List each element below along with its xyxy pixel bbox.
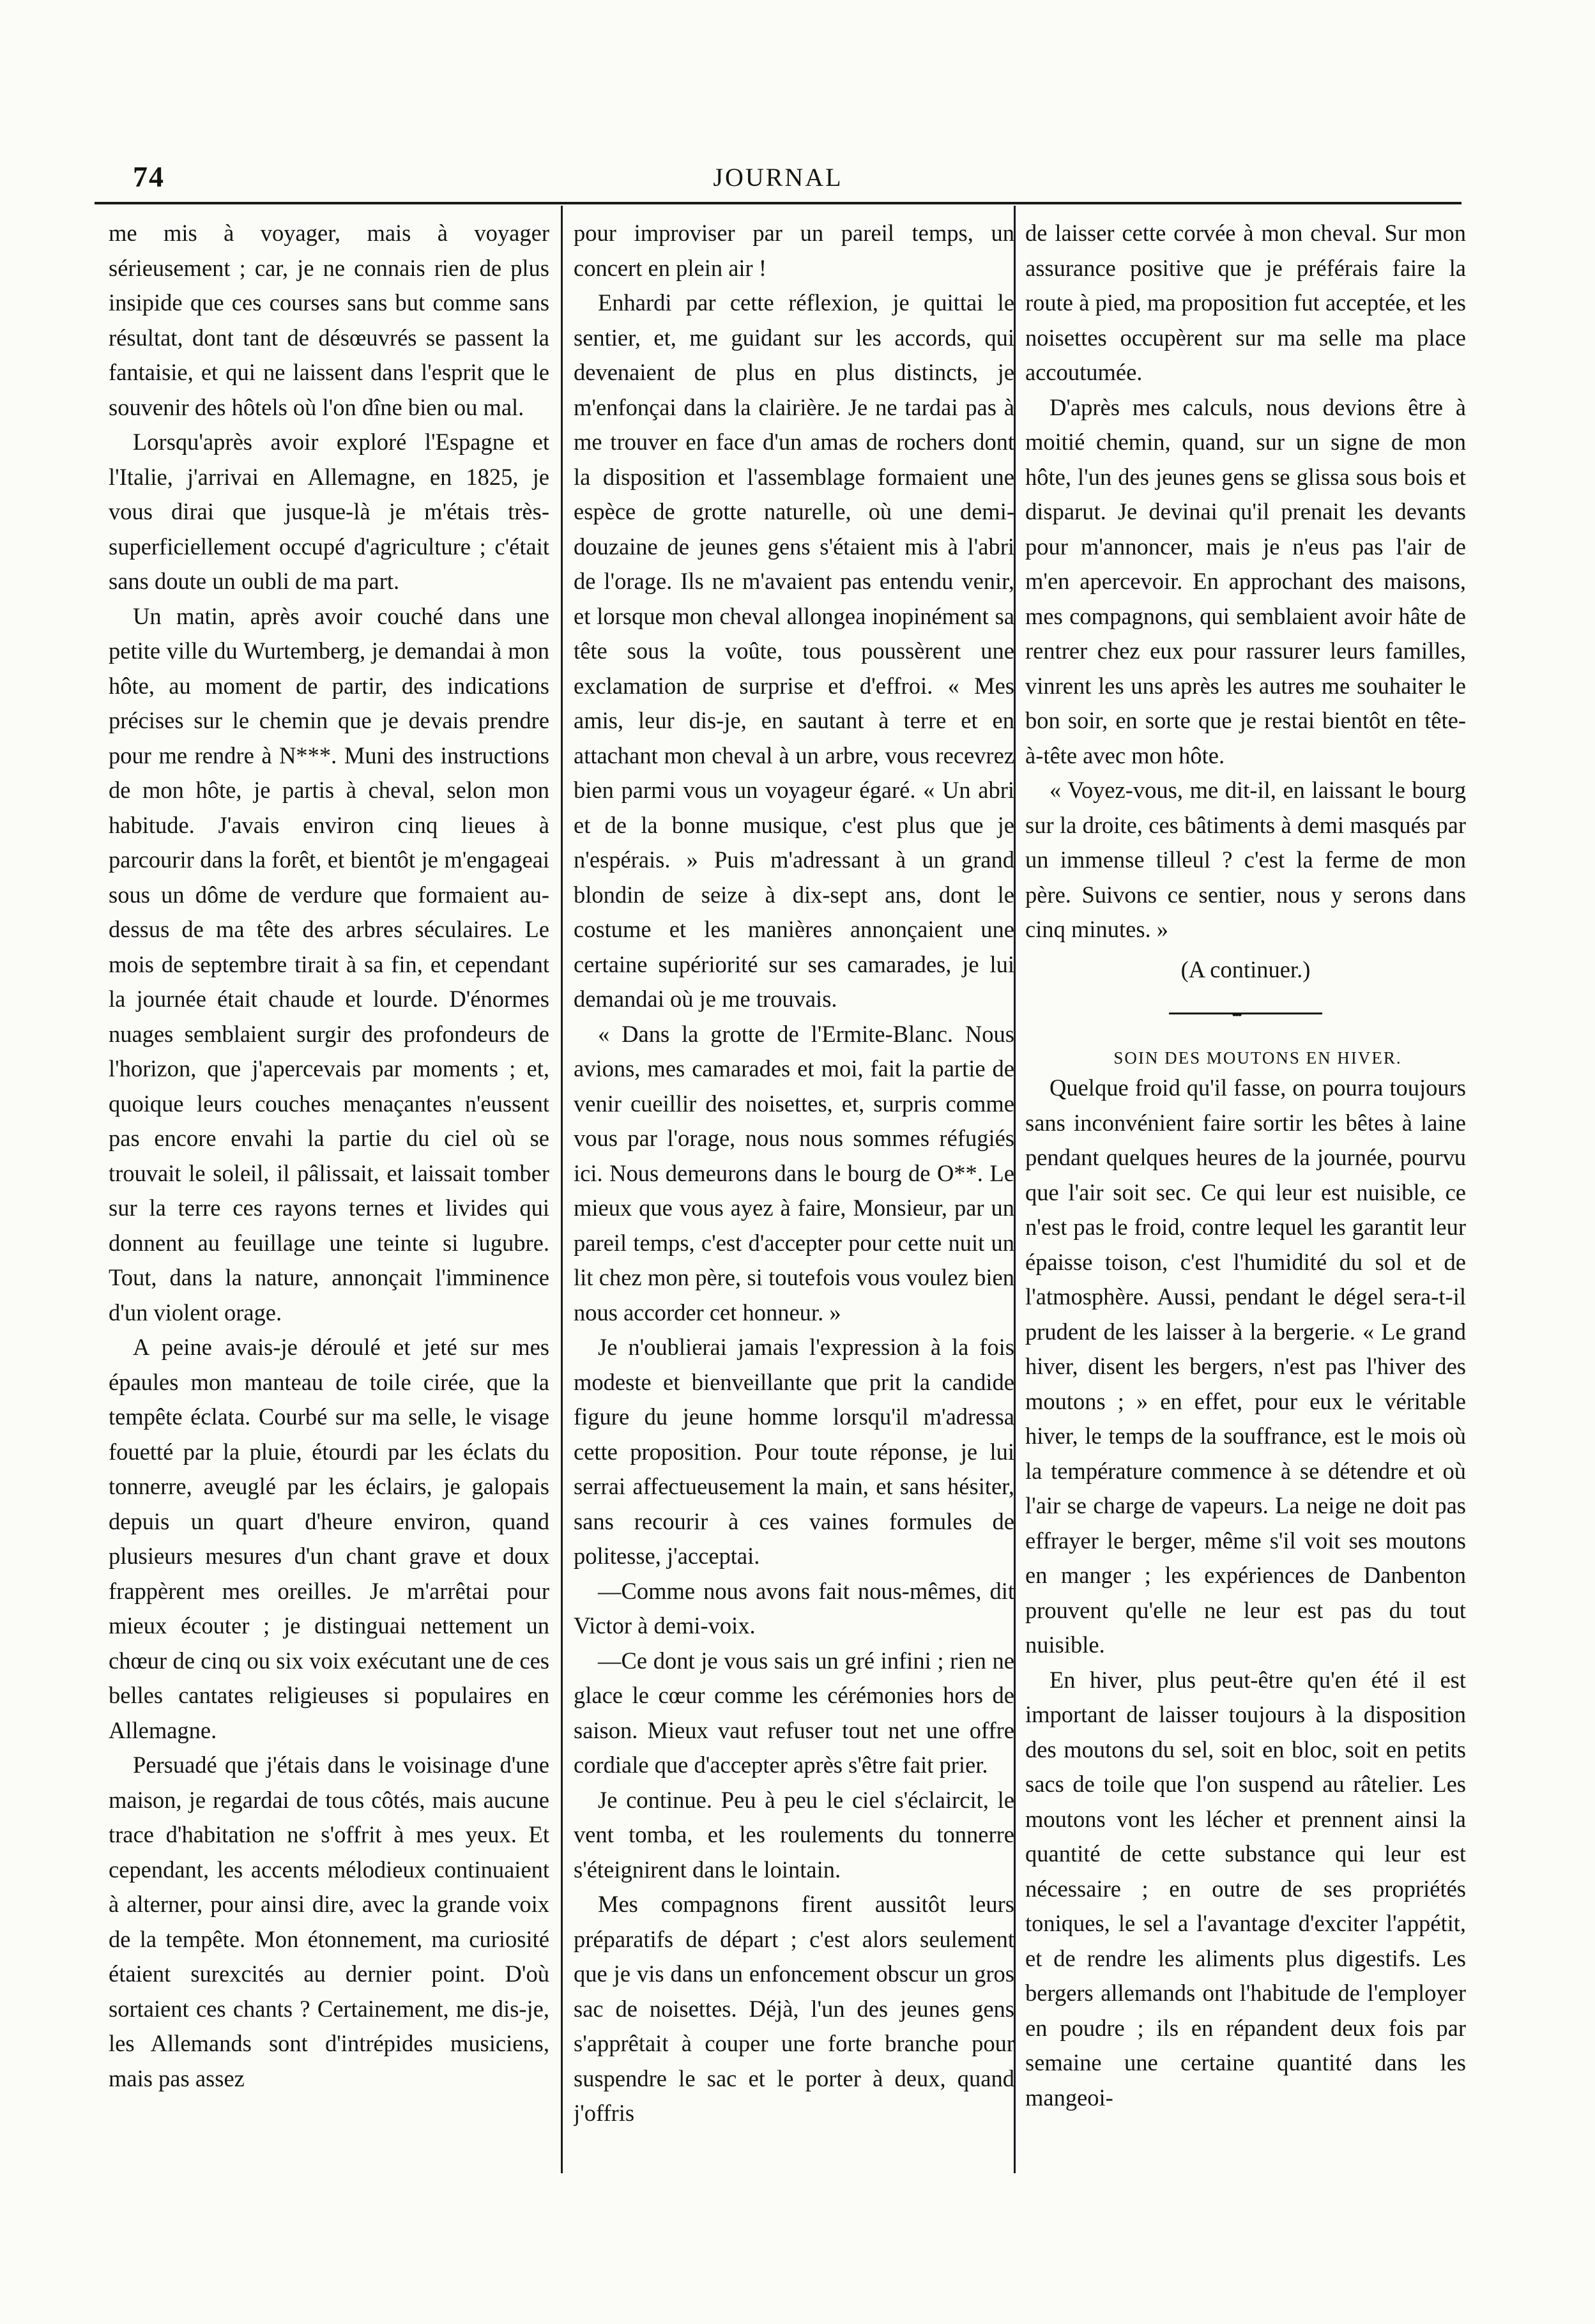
paragraph: Mes compagnons firent aussitôt leurs préparatifs de départ ; c'est alors seulement que je vis dans un enfoncement obscur un gros sac de noisettes. Déjà, l'un des jeunes gens s'apprêtait à couper une forte branche pour suspendre le sac et le porter à deux, quand j'offris: [574, 1891, 1014, 2126]
column-1: [109, 216, 549, 2183]
header-rule: [95, 202, 1461, 204]
section-title: SOIN DES MOUTONS EN HIVER.: [1113, 1048, 1402, 1067]
paragraph: Lorsqu'après avoir exploré l'Espagne et l'Italie, j'arrivai en Allemagne, en 1825, je vous dirai que jusque-là je m'étais très-superficiellement occupé d'agriculture ; c'était sans doute un oubli de ma part.: [109, 429, 549, 594]
paragraph: Je continue. Peu à peu le ciel s'éclaircit, le vent tomba, et les roulements du tonnerre s'éteignirent dans le lointain.: [574, 1786, 1014, 1883]
paragraph: Un matin, après avoir couché dans une petite ville du Wurtemberg, je demandai à mon hôte, au moment de partir, des indications précises sur le chemin que je devais prendre pour me rendre à N***. Muni des instructions de mon hôte, je partis à cheval, selon mon habitude. J'avais environ cinq lieues à parcourir dans la forêt, et bientôt je m'engageai sous un dôme de verdure que formaient au-dessus de ma tête des arbres séculaires. Le mois de septembre tirait à sa fin, et cependant la journée était chaude et lourde. D'énormes nuages semblaient surgir des profondeurs de l'horizon, que j'apercevais par moments ; et, quoique leurs couches menaçantes n'eussent pas encore envahi la partie du ciel où se trouvait le soleil, il pâlissait, et laissait tomber sur la terre ces rayons ternes et livides qui donnent au feuillage une teinte si lugubre. Tout, dans la nature, annonçait l'imminence d'un violent orage.: [109, 602, 549, 1326]
page-header: [95, 157, 1461, 195]
paragraph: Persuadé que j'étais dans le voisinage d'une maison, je regardai de tous côtés, mais aucune trace d'habitation ne s'offrit à mes yeux. Et cependant, les accents mélodieux continuaient à alterner, pour ainsi dire, avec la grande voix de la tempête. Mon étonnement, ma curiosité étaient surexcités au dernier point. D'où sortaient ces chants ? Certainement, me dis-je, les Allemands sont d'intrépides musiciens, mais pas assez: [109, 1752, 549, 2091]
paragraph: « Voyez-vous, me dit-il, en laissant le bourg sur la droite, ces bâtiments à demi masqués par un immense tilleul ? c'est la ferme de mon père. Suivons ce sentier, nous y serons dans cinq minutes. »: [1025, 777, 1466, 942]
paragraph: de laisser cette corvée à mon cheval. Sur mon assurance positive que je préférais faire la route à pied, ma proposition fut acceptée, et les noisettes occupèrent sur ma selle ma place accoutumée.: [1025, 220, 1466, 385]
paragraph: —Ce dont je vous sais un gré infini ; rien ne glace le cœur comme les cérémonies hors de saison. Mieux vaut refuser tout net une offre cordiale que d'accepter après s'être fait prier.: [574, 1647, 1014, 1778]
paragraph: A peine avais-je déroulé et jeté sur mes épaules mon manteau de toile cirée, que la tempête éclata. Courbé sur ma selle, le visage fouetté par la pluie, étourdi par les éclats du tonnerre, aveuglé par les éclairs, je galopais depuis un quart d'heure environ, quand plusieurs mesures d'un chant grave et doux frappèrent mes oreilles. Je m'arrêtai pour mieux écouter ; je distinguai nettement un chœur de cinq ou six voix exécutant une de ces belles cantates religieuses si populaires en Allemagne.: [109, 1334, 549, 1743]
column-2: [574, 216, 1014, 2183]
column-3: [1025, 216, 1466, 2183]
paragraph: En hiver, plus peut-être qu'en été il est important de laisser toujours à la disposition des moutons du sel, soit en bloc, soit en petits sacs de toile que l'on suspend au râtelier. Les moutons vont les lécher et prennent ainsi la quantité de cette substance qui leur est nécessaire ; en outre de ses propriétés toniques, le sel a l'avantage d'exciter l'appétit, et de rendre les aliments plus digestifs. Les bergers allemands ont l'habitude de l'employer en poudre ; ils en répandent deux fois par semaine une certaine quantité dans les mangeoi-: [1025, 1666, 1466, 2111]
paragraph: me mis à voyager, mais à voyager sérieusement ; car, je ne connais rien de plus insipide que ces courses sans but comme sans résultat, dont tant de désœuvrés se passent la fantaisie, et qui ne laissent dans l'esprit que le souvenir des hôtels où l'on dîne bien ou mal.: [109, 220, 549, 420]
column-divider-1: [561, 206, 563, 2173]
paragraph: Je n'oublierai jamais l'expression à la fois modeste et bienveillante que prit la candide figure du jeune homme lorsqu'il m'adressa cette proposition. Pour toute réponse, je lui serrai affectueusement la main, et sans hésiter, sans recourir à ces vaines formules de politesse, j'acceptai.: [574, 1334, 1014, 1569]
ornament-divider: [1169, 1013, 1322, 1014]
continuation-note: (A continuer.): [1180, 956, 1311, 982]
paragraph: Quelque froid qu'il fasse, on pourra toujours sans inconvénient faire sortir les bêtes à laine pendant quelques heures de la journée, pourvu que l'air soit sec. Ce qui leur est nuisible, ce n'est pas le froid, contre lequel les garantit leur épaisse toison, c'est l'humidité du sol et de l'atmosphère. Aussi, pendant le dégel sera-t-il prudent de les laisser à la bergerie. « Le grand hiver, disent les bergers, n'est pas l'hiver des moutons ; » en effet, pour eux le véritable hiver, le temps de la souffrance, est le mois où la température commence à se détendre et où l'air se charge de vapeurs. La neige ne doit pas effrayer le berger, même s'il voit ses moutons en manger ; les expériences de Danbenton prouvent qu'elle ne leur est pas du tout nuisible.: [1025, 1074, 1466, 1658]
paragraph: « Dans la grotte de l'Ermite-Blanc. Nous avions, mes camarades et moi, fait la partie de venir cueillir des noisettes, et, surpris comme vous par l'orage, nous nous sommes réfugiés ici. Nous demeurons dans le bourg de O**. Le mieux que vous ayez à faire, Monsieur, par un pareil temps, c'est d'accepter pour cette nuit un lit chez mon père, si toutefois vous voulez bien nous accorder cet honneur. »: [574, 1020, 1014, 1326]
page-number: 74: [133, 160, 165, 193]
paragraph: —Comme nous avons fait nous-mêmes, dit Victor à demi-voix.: [574, 1577, 1014, 1639]
running-title: JOURNAL: [713, 163, 843, 192]
paragraph: pour improviser par un pareil temps, un concert en plein air !: [574, 220, 1014, 281]
paragraph: Enhardi par cette réflexion, je quittai le sentier, et, me guidant sur les accords, qui devenaient de plus en plus distincts, je m'enfonçai dans la clairière. Je ne tardai pas à me trouver en face d'un amas de rochers dont la disposition et l'assemblage formaient une espèce de grotte naturelle, où une demi-douzaine de jeunes gens s'étaient mis à l'abri de l'orage. Ils ne m'avaient pas entendu venir, et lorsque mon cheval allongea inopinément sa tête sous la voûte, tous poussèrent une exclamation de surprise et d'effroi. « Mes amis, leur dis-je, en sautant à terre et en attachant mon cheval à un arbre, vous recevrez bien parmi vous un voyageur égaré. « Un abri et de la bonne musique, c'est plus que je n'espérais. » Puis m'adressant à un grand blondin de seize à dix-sept ans, dont le costume et les manières annonçaient une certaine supériorité sur ses camarades, je lui demandai où je me trouvais.: [574, 289, 1014, 1012]
paragraph: D'après mes calculs, nous devions être à moitié chemin, quand, sur un signe de mon hôte, l'un des jeunes gens se glissa sous bois et disparut. Je devinai qu'il prenait les devants pour m'annoncer, mais je n'eus pas l'air de m'en apercevoir. En approchant des maisons, mes compagnons, qui semblaient avoir hâte de rentrer chez eux pour rassurer leurs familles, vinrent les uns après les autres me souhaiter le bon soir, en sorte que je restai bientôt en tête-à-tête avec mon hôte.: [1025, 394, 1466, 768]
